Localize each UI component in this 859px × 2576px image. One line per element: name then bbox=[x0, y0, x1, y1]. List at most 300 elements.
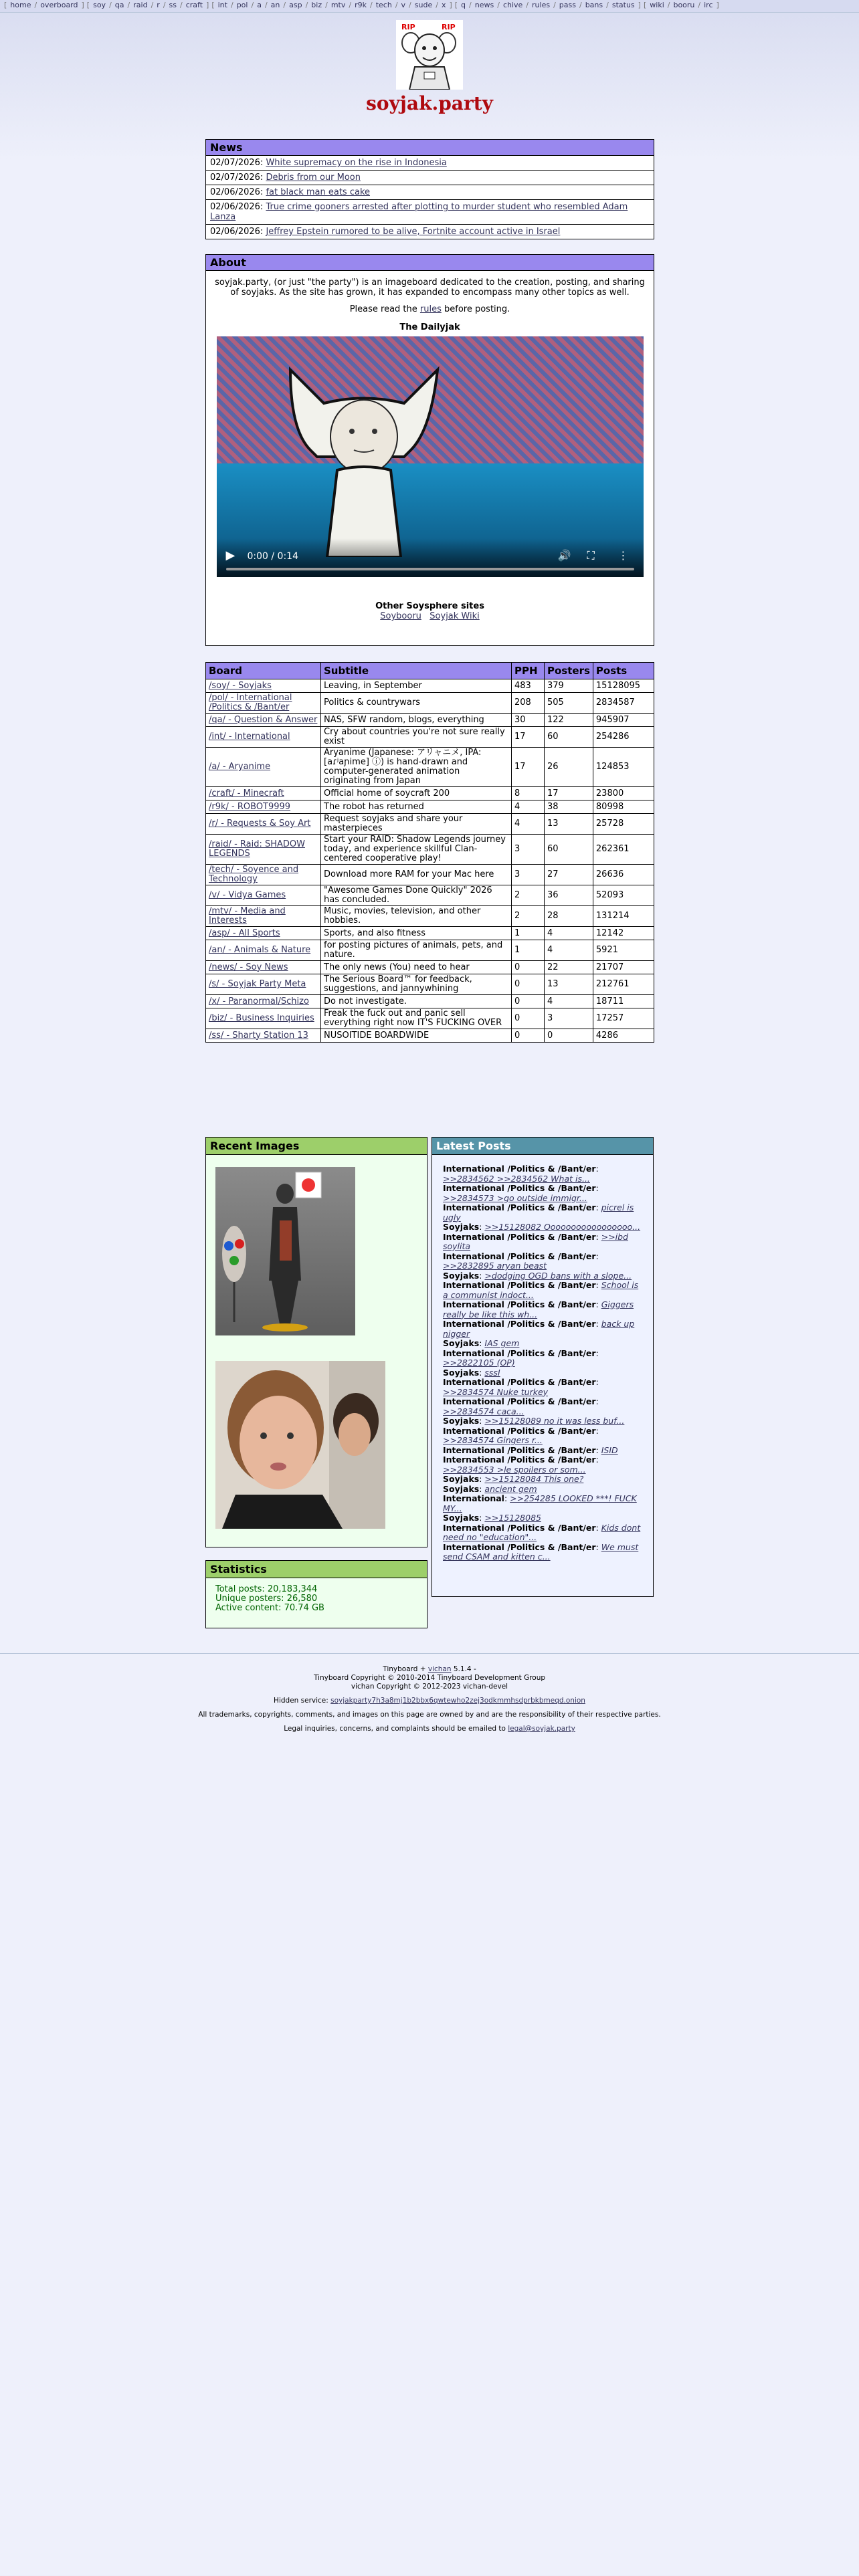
footer-divider bbox=[0, 1653, 859, 1654]
board-link[interactable]: /mtv/ - Media and Interests bbox=[209, 906, 286, 926]
board-row bbox=[206, 995, 654, 1008]
board-link[interactable]: /pol/ - International /Politics & /Bant/er bbox=[209, 693, 292, 712]
soyjak-figure bbox=[270, 356, 458, 557]
latest-post-link[interactable]: Giggers really be like this wh... bbox=[443, 1299, 634, 1319]
news-item bbox=[206, 171, 654, 185]
latest-post-board: Soyjaks bbox=[443, 1270, 480, 1281]
latest-post-item bbox=[443, 1543, 642, 1562]
board-posters: 60 bbox=[545, 727, 593, 748]
svg-text:RIP: RIP bbox=[442, 23, 456, 31]
board-cell bbox=[206, 693, 321, 714]
board-posters: 505 bbox=[545, 693, 593, 714]
nav-link-status[interactable]: status bbox=[611, 1, 635, 9]
latest-post-item bbox=[443, 1281, 642, 1300]
latest-post-link[interactable]: >>2822105 (OP) bbox=[443, 1358, 515, 1368]
board-posters: 36 bbox=[545, 885, 593, 906]
board-row bbox=[206, 1008, 654, 1029]
latest-post-link[interactable]: Kids dont need no "education"... bbox=[443, 1522, 641, 1542]
colon-separator: : bbox=[479, 1483, 485, 1494]
board-row bbox=[206, 1029, 654, 1043]
site-logo[interactable] bbox=[396, 20, 463, 90]
nav-bracket: [ bbox=[4, 1, 7, 9]
latest-post-link[interactable]: >dodging OGD bans with a slope... bbox=[484, 1270, 632, 1281]
nav-link-rules[interactable]: rules bbox=[532, 1, 551, 9]
more-options-icon[interactable]: ⋮ bbox=[617, 549, 629, 562]
board-link[interactable]: /v/ - Vidya Games bbox=[209, 890, 286, 900]
board-row bbox=[206, 727, 654, 748]
nav-bracket: [ bbox=[643, 1, 647, 9]
latest-post-item bbox=[443, 1426, 642, 1446]
latest-post-item bbox=[443, 1203, 642, 1222]
nav-separator: / bbox=[127, 1, 130, 9]
news-link[interactable]: True crime gooners arrested after plotting to murder student who resembled Adam Lanza bbox=[210, 202, 628, 222]
board-row bbox=[206, 800, 654, 814]
nav-link-tech[interactable]: tech bbox=[375, 1, 392, 9]
board-posts: 15128095 bbox=[593, 679, 654, 693]
nav-link-asp[interactable]: asp bbox=[289, 1, 302, 9]
nav-link-soy[interactable]: soy bbox=[93, 1, 106, 9]
nav-link-irc[interactable]: irc bbox=[704, 1, 713, 9]
news-panel bbox=[205, 139, 654, 239]
board-pph: 17 bbox=[512, 748, 545, 787]
video-time: 0:00 / 0:14 bbox=[247, 551, 298, 562]
latest-post-link[interactable]: >>2834573 >go outside immigr... bbox=[443, 1192, 587, 1203]
nav-separator: / bbox=[497, 1, 500, 9]
news-item bbox=[206, 225, 654, 239]
latest-post-link[interactable]: ISID bbox=[601, 1444, 618, 1455]
recent-image-1[interactable] bbox=[215, 1167, 355, 1335]
board-pph: 483 bbox=[512, 679, 545, 693]
board-posters: 0 bbox=[545, 1029, 593, 1043]
nav-separator: / bbox=[163, 1, 166, 9]
latest-post-item bbox=[443, 1222, 642, 1232]
footer-copyright-1: Tinyboard Copyright © 2010-2014 Tinyboard Development Group bbox=[313, 1674, 546, 1682]
board-posters: 27 bbox=[545, 865, 593, 885]
stat-unique-posters: Unique posters: 26,580 bbox=[215, 1594, 318, 1604]
board-posters: 26 bbox=[545, 748, 593, 787]
board-posts: 254286 bbox=[593, 727, 654, 748]
nav-bracket: ] bbox=[716, 1, 719, 9]
board-pph: 2 bbox=[512, 906, 545, 927]
board-cell bbox=[206, 748, 321, 787]
nav-separator: / bbox=[264, 1, 268, 9]
latest-post-item bbox=[443, 1523, 642, 1543]
board-cell bbox=[206, 995, 321, 1008]
colon-separator: : bbox=[479, 1513, 485, 1523]
board-subtitle: The robot has returned bbox=[321, 800, 512, 814]
nav-link-int[interactable]: int bbox=[217, 1, 227, 9]
board-link[interactable]: /qa/ - Question & Answer bbox=[209, 714, 318, 725]
board-subtitle: Request soyjaks and share your masterpieces bbox=[321, 814, 512, 835]
video-progress-bar[interactable] bbox=[226, 568, 634, 570]
latest-post-link[interactable]: >>254285 LOOKED ***! FUCK MY... bbox=[443, 1493, 637, 1513]
news-link[interactable]: fat black man eats cake bbox=[266, 187, 371, 197]
board-subtitle: Download more RAM for your Mac here bbox=[321, 865, 512, 885]
board-link[interactable]: /asp/ - All Sports bbox=[209, 928, 280, 938]
board-link[interactable]: /r/ - Requests & Soy Art bbox=[209, 819, 311, 829]
nav-link-sude[interactable]: sude bbox=[414, 1, 433, 9]
board-posts: 26636 bbox=[593, 865, 654, 885]
board-cell bbox=[206, 727, 321, 748]
board-posts: 80998 bbox=[593, 800, 654, 814]
statistics-heading: Statistics bbox=[206, 1561, 427, 1578]
news-item bbox=[206, 185, 654, 200]
nav-link-biz[interactable]: biz bbox=[311, 1, 322, 9]
board-link[interactable]: /soy/ - Soyjaks bbox=[209, 680, 272, 691]
board-cell bbox=[206, 927, 321, 940]
latest-post-board: Soyjaks bbox=[443, 1483, 480, 1494]
latest-post-item bbox=[443, 1339, 642, 1349]
latest-post-item bbox=[443, 1271, 642, 1281]
colon-separator: : bbox=[595, 1377, 599, 1387]
board-subtitle: for posting pictures of animals, pets, and nature. bbox=[321, 940, 512, 961]
nav-separator: / bbox=[109, 1, 112, 9]
board-posts: 25728 bbox=[593, 814, 654, 835]
col-pph: PPH bbox=[512, 663, 545, 679]
nav-link-bans[interactable]: bans bbox=[585, 1, 603, 9]
latest-post-link[interactable]: School is a communist indoct... bbox=[443, 1280, 639, 1300]
board-subtitle: Freak the fuck out and panic sell everything right now IT'S FUCKING OVER bbox=[321, 1008, 512, 1029]
board-link[interactable]: /s/ - Soyjak Party Meta bbox=[209, 979, 306, 989]
board-link[interactable]: /a/ - Aryanime bbox=[209, 762, 271, 772]
soybooru-link[interactable]: Soybooru bbox=[380, 611, 421, 621]
board-subtitle: The Serious Board™ for feedback, suggestions, and jannywhining bbox=[321, 974, 512, 995]
board-link[interactable]: /news/ - Soy News bbox=[209, 962, 288, 972]
about-panel bbox=[205, 254, 654, 646]
board-pph: 3 bbox=[512, 865, 545, 885]
latest-post-link[interactable]: >>15128089 no it was less buf... bbox=[484, 1416, 625, 1426]
latest-post-link[interactable]: >>2834553 >le spoilers or som... bbox=[443, 1464, 586, 1475]
news-link[interactable]: Jeffrey Epstein rumored to be alive, Fortnite account active in Israel bbox=[266, 227, 561, 237]
nav-separator: / bbox=[251, 1, 254, 9]
news-item bbox=[206, 200, 654, 225]
board-link[interactable]: /tech/ - Soyence and Technology bbox=[209, 865, 299, 884]
latest-post-item bbox=[443, 1184, 642, 1203]
nav-bracket: [ bbox=[454, 1, 458, 9]
latest-post-link[interactable]: >>15128082 Ooooooooooooooooo... bbox=[484, 1222, 641, 1232]
colon-separator: : bbox=[595, 1164, 599, 1174]
board-cell bbox=[206, 906, 321, 927]
latest-post-board: Soyjaks bbox=[443, 1338, 480, 1348]
latest-posts-panel bbox=[432, 1137, 654, 1597]
latest-posts-heading: Latest Posts bbox=[432, 1138, 653, 1155]
board-pph: 4 bbox=[512, 814, 545, 835]
latest-post-board: International /Politics & /Bant/er bbox=[443, 1164, 596, 1174]
site-header bbox=[0, 20, 859, 114]
latest-post-board: International /Politics & /Bant/er bbox=[443, 1396, 596, 1406]
boards-table bbox=[205, 662, 654, 1043]
latest-post-board: International /Politics & /Bant/er bbox=[443, 1455, 596, 1465]
nav-link-pol[interactable]: pol bbox=[236, 1, 248, 9]
news-date: 02/06/2026: bbox=[210, 227, 264, 237]
board-row bbox=[206, 679, 654, 693]
latest-post-link[interactable]: >>2834562 >>2834562 What is... bbox=[443, 1173, 590, 1184]
other-sites-title: Other Soysphere sites bbox=[375, 601, 484, 611]
board-subtitle: NUSOITIDE BOARDWIDE bbox=[321, 1029, 512, 1043]
latest-post-board: International /Politics & /Bant/er bbox=[443, 1319, 596, 1329]
footer-legal: Legal inquiries, concerns, and complaints should be emailed to legal@soyjak.party bbox=[284, 1725, 575, 1733]
latest-post-link[interactable]: picrel is ugly bbox=[443, 1202, 634, 1222]
nav-link-craft[interactable]: craft bbox=[185, 1, 203, 9]
news-date: 02/06/2026: bbox=[210, 187, 264, 197]
latest-post-board: International /Politics & /Bant/er bbox=[443, 1522, 596, 1533]
nav-separator: / bbox=[409, 1, 411, 9]
board-posters: 22 bbox=[545, 961, 593, 974]
nav-separator: / bbox=[325, 1, 328, 9]
latest-post-board: Soyjaks bbox=[443, 1513, 480, 1523]
onion-link[interactable]: soyjakparty7h3a8mj1b2bbx6qwtewho2zej3odkmmhsdprbkbmeqd.onion bbox=[330, 1697, 585, 1705]
latest-posts-list bbox=[432, 1155, 653, 1562]
colon-separator: : bbox=[504, 1493, 510, 1503]
recent-image-2[interactable] bbox=[215, 1361, 385, 1529]
board-row bbox=[206, 835, 654, 865]
board-pph: 17 bbox=[512, 727, 545, 748]
latest-post-item bbox=[443, 1252, 642, 1271]
latest-post-item bbox=[443, 1164, 642, 1184]
about-intro: soyjak.party, (or just "the party") is an imageboard dedicated to the creation, posting, and sharing of soyjaks. As the site has grown, it has expanded to encompass many other topics as well. bbox=[215, 278, 645, 298]
latest-post-board: International bbox=[443, 1493, 504, 1503]
board-link[interactable]: /an/ - Animals & Nature bbox=[209, 945, 311, 955]
nav-separator: / bbox=[698, 1, 701, 9]
nav-link-qa[interactable]: qa bbox=[114, 1, 124, 9]
fullscreen-icon[interactable]: ⛶ bbox=[587, 549, 595, 562]
board-row bbox=[206, 940, 654, 961]
board-cell bbox=[206, 885, 321, 906]
board-row bbox=[206, 714, 654, 727]
latest-post-item bbox=[443, 1485, 642, 1495]
latest-post-link[interactable]: >>2834574 Nuke turkey bbox=[443, 1386, 549, 1397]
nav-separator: / bbox=[606, 1, 609, 9]
board-posts: 52093 bbox=[593, 885, 654, 906]
news-link[interactable]: White supremacy on the rise in Indonesia bbox=[266, 158, 447, 168]
latest-post-board: International /Politics & /Bant/er bbox=[443, 1251, 596, 1261]
volume-icon[interactable]: 🔊 bbox=[557, 549, 571, 562]
nav-link-booru[interactable]: booru bbox=[673, 1, 695, 9]
nav-bracket: ] bbox=[638, 1, 641, 9]
site-title[interactable]: soyjak.party bbox=[366, 92, 493, 114]
latest-post-link[interactable]: ancient gem bbox=[484, 1483, 537, 1494]
latest-post-link[interactable]: >>ibd soylita bbox=[443, 1231, 629, 1251]
board-link[interactable]: /biz/ - Business Inquiries bbox=[209, 1013, 314, 1023]
nav-link-news[interactable]: news bbox=[474, 1, 494, 9]
nav-bracket: ] bbox=[449, 1, 452, 9]
nav-separator: / bbox=[230, 1, 233, 9]
recent-images-heading: Recent Images bbox=[206, 1138, 427, 1155]
vichan-link[interactable]: vichan bbox=[427, 1665, 452, 1673]
nav-link-v[interactable]: v bbox=[401, 1, 406, 9]
nav-link-an[interactable]: an bbox=[270, 1, 280, 9]
top-nav-bar bbox=[0, 0, 859, 13]
latest-post-board: International /Politics & /Bant/er bbox=[443, 1231, 596, 1242]
latest-post-board: International /Politics & /Bant/er bbox=[443, 1202, 596, 1212]
latest-post-link[interactable]: back up nigger bbox=[443, 1319, 635, 1339]
latest-post-item bbox=[443, 1378, 642, 1397]
dailyjak-title: The Dailyjak bbox=[399, 322, 460, 332]
board-posts: 18711 bbox=[593, 995, 654, 1008]
nav-bracket: [ bbox=[211, 1, 215, 9]
board-row bbox=[206, 814, 654, 835]
colon-separator: : bbox=[595, 1522, 601, 1533]
board-subtitle: Start your RAID: Shadow Legends journey today, and experience skillful Clan-centered cooperative play! bbox=[321, 835, 512, 865]
news-link[interactable]: Debris from our Moon bbox=[266, 173, 361, 183]
board-posts: 131214 bbox=[593, 906, 654, 927]
board-pph: 208 bbox=[512, 693, 545, 714]
nav-separator: / bbox=[579, 1, 582, 9]
board-link[interactable]: /raid/ - Raid: SHADOW LEGENDS bbox=[209, 839, 305, 859]
nav-link-chive[interactable]: chive bbox=[502, 1, 523, 9]
col-posts: Posts bbox=[593, 663, 654, 679]
board-pph: 1 bbox=[512, 927, 545, 940]
latest-post-link[interactable]: IAS gem bbox=[484, 1338, 520, 1348]
nav-link-ss[interactable]: ss bbox=[169, 1, 177, 9]
nav-separator: / bbox=[283, 1, 286, 9]
nav-link-q[interactable]: q bbox=[461, 1, 466, 9]
board-link[interactable]: /x/ - Paranormal/Schizo bbox=[209, 996, 309, 1006]
colon-separator: : bbox=[595, 1299, 601, 1309]
board-subtitle: Cry about countries you're not sure really exist bbox=[321, 727, 512, 748]
colon-separator: : bbox=[595, 1455, 599, 1465]
nav-separator: / bbox=[369, 1, 373, 9]
latest-post-item bbox=[443, 1368, 642, 1378]
legal-email-link[interactable]: legal@soyjak.party bbox=[508, 1725, 575, 1733]
nav-link-overboard[interactable]: overboard bbox=[40, 1, 78, 9]
latest-post-link[interactable]: >>15128084 This one? bbox=[484, 1474, 584, 1484]
board-posts: 23800 bbox=[593, 787, 654, 800]
latest-post-item bbox=[443, 1416, 642, 1426]
latest-post-link[interactable]: >>15128085 bbox=[484, 1513, 541, 1523]
nav-separator: / bbox=[667, 1, 670, 9]
board-link[interactable]: /ss/ - Sharty Station 13 bbox=[209, 1030, 308, 1041]
statistics-panel bbox=[205, 1560, 427, 1628]
board-posters: 4 bbox=[545, 927, 593, 940]
board-subtitle: Sports, and also fitness bbox=[321, 927, 512, 940]
board-posters: 17 bbox=[545, 787, 593, 800]
board-posts: 5921 bbox=[593, 940, 654, 961]
news-item bbox=[206, 156, 654, 171]
board-cell bbox=[206, 1008, 321, 1029]
board-subtitle: Music, movies, television, and other hobbies. bbox=[321, 906, 512, 927]
colon-separator: : bbox=[595, 1183, 599, 1193]
board-posts: 21707 bbox=[593, 961, 654, 974]
footer-software: Tinyboard + vichan 5.1.4 - bbox=[383, 1665, 476, 1673]
colon-separator: : bbox=[595, 1348, 599, 1358]
latest-post-link[interactable]: sssI bbox=[484, 1367, 500, 1378]
board-link[interactable]: /r9k/ - ROBOT9999 bbox=[209, 801, 291, 812]
colon-separator: : bbox=[595, 1231, 601, 1242]
nav-separator: / bbox=[34, 1, 37, 9]
nav-link-a[interactable]: a bbox=[257, 1, 262, 9]
nav-bracket: ] bbox=[206, 1, 209, 9]
nav-link-r[interactable]: r bbox=[157, 1, 160, 9]
board-cell bbox=[206, 787, 321, 800]
latest-post-board: Soyjaks bbox=[443, 1367, 480, 1378]
board-posters: 122 bbox=[545, 714, 593, 727]
rules-link[interactable]: rules bbox=[419, 304, 442, 314]
nav-link-mtv[interactable]: mtv bbox=[330, 1, 346, 9]
board-posters: 13 bbox=[545, 974, 593, 995]
board-posts: 262361 bbox=[593, 835, 654, 865]
board-cell bbox=[206, 800, 321, 814]
other-sites-links bbox=[214, 611, 646, 621]
latest-post-board: Soyjaks bbox=[443, 1222, 480, 1232]
board-cell bbox=[206, 714, 321, 727]
latest-post-item bbox=[443, 1232, 642, 1252]
nav-link-r9k[interactable]: r9k bbox=[355, 1, 367, 9]
board-cell bbox=[206, 814, 321, 835]
nav-link-raid[interactable]: raid bbox=[133, 1, 148, 9]
board-row bbox=[206, 927, 654, 940]
footer-hidden-service: Hidden service: soyjakparty7h3a8mj1b2bbx6qwtewho2zej3odkmmhsdprbkbmeqd.onion bbox=[274, 1697, 585, 1705]
footer bbox=[0, 1665, 859, 1733]
latest-post-item bbox=[443, 1494, 642, 1513]
nav-link-x[interactable]: x bbox=[441, 1, 446, 9]
news-list bbox=[206, 156, 654, 239]
board-posts: 4286 bbox=[593, 1029, 654, 1043]
colon-separator: : bbox=[479, 1367, 485, 1378]
stat-active-content: Active content: 70.74 GB bbox=[215, 1603, 324, 1613]
latest-post-board: International /Politics & /Bant/er bbox=[443, 1183, 596, 1193]
news-date: 02/06/2026: bbox=[210, 202, 264, 212]
latest-post-item bbox=[443, 1475, 642, 1485]
board-pph: 3 bbox=[512, 835, 545, 865]
nav-link-home[interactable]: home bbox=[10, 1, 31, 9]
latest-post-link[interactable]: >>2832895 aryan beast bbox=[443, 1261, 547, 1271]
stat-total-posts: Total posts: 20,183,344 bbox=[215, 1584, 318, 1594]
nav-separator: / bbox=[553, 1, 556, 9]
board-posters: 3 bbox=[545, 1008, 593, 1029]
video-controls bbox=[217, 538, 644, 577]
board-cell bbox=[206, 1029, 321, 1043]
nav-separator: / bbox=[349, 1, 352, 9]
board-row bbox=[206, 787, 654, 800]
latest-post-link[interactable]: >>2834574 caca... bbox=[443, 1406, 524, 1416]
board-posts: 17257 bbox=[593, 1008, 654, 1029]
latest-post-item bbox=[443, 1349, 642, 1368]
board-pph: 0 bbox=[512, 974, 545, 995]
latest-post-link[interactable]: We must send CSAM and kitten c... bbox=[443, 1541, 639, 1562]
dailyjak-video[interactable] bbox=[217, 336, 644, 577]
board-cell bbox=[206, 961, 321, 974]
board-pph: 8 bbox=[512, 787, 545, 800]
news-date: 02/07/2026: bbox=[210, 173, 264, 183]
soyjak-wiki-link[interactable]: Soyjak Wiki bbox=[430, 611, 480, 621]
footer-copyright-2: vichan Copyright © 2012-2023 vichan-devel bbox=[351, 1683, 508, 1691]
board-link[interactable]: /craft/ - Minecraft bbox=[209, 788, 284, 798]
colon-separator: : bbox=[595, 1202, 601, 1212]
play-icon[interactable]: ▶ bbox=[225, 548, 235, 562]
board-subtitle: "Awesome Games Done Quickly" 2026 has concluded. bbox=[321, 885, 512, 906]
board-cell bbox=[206, 940, 321, 961]
colon-separator: : bbox=[479, 1222, 485, 1232]
board-cell bbox=[206, 974, 321, 995]
board-posters: 4 bbox=[545, 940, 593, 961]
latest-post-board: International /Politics & /Bant/er bbox=[443, 1541, 596, 1552]
nav-separator: / bbox=[151, 1, 154, 9]
nav-link-pass[interactable]: pass bbox=[559, 1, 576, 9]
colon-separator: : bbox=[479, 1416, 485, 1426]
latest-post-item bbox=[443, 1446, 642, 1456]
board-pph: 2 bbox=[512, 885, 545, 906]
board-posts: 12142 bbox=[593, 927, 654, 940]
latest-post-link[interactable]: >>2834574 Gingers r... bbox=[443, 1435, 543, 1445]
footer-trademarks: All trademarks, copyrights, comments, and images on this page are owned by and are the responsibility of their respective parties. bbox=[198, 1711, 661, 1719]
board-link[interactable]: /int/ - International bbox=[209, 732, 290, 742]
latest-post-board: International /Politics & /Bant/er bbox=[443, 1377, 596, 1387]
board-posters: 60 bbox=[545, 835, 593, 865]
nav-link-wiki[interactable]: wiki bbox=[650, 1, 664, 9]
board-subtitle: The only news (You) need to hear bbox=[321, 961, 512, 974]
latest-post-item bbox=[443, 1397, 642, 1416]
